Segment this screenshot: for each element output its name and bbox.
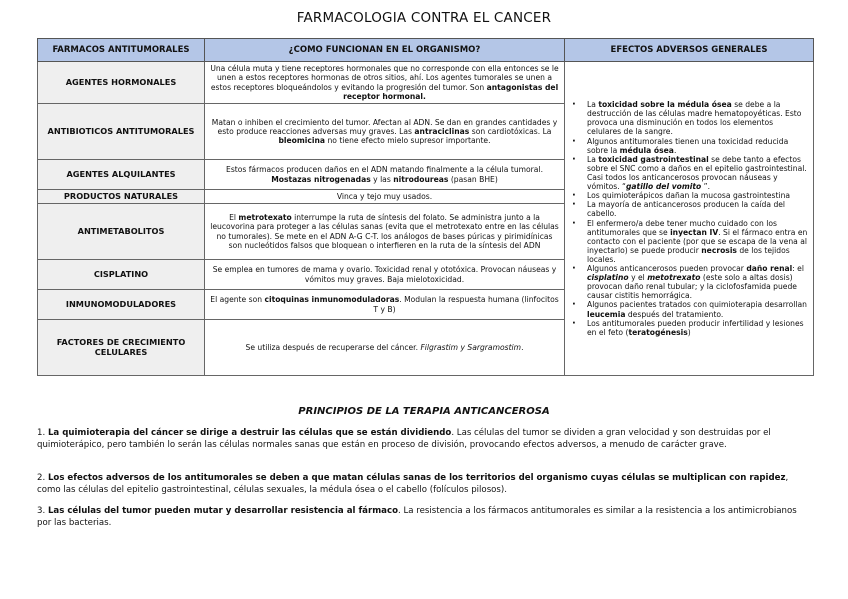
- text-segment: y el: [628, 273, 648, 283]
- text-segment: Estos fármacos producen daños en el ADN matando finalmente a la célula tumoral.: [226, 165, 543, 175]
- list-item: [587, 319, 809, 337]
- bold-text: antagonistas del receptor hormonal.: [343, 82, 559, 101]
- adverse-effects-list: [569, 100, 809, 337]
- bold-text: leucemia: [587, 309, 626, 319]
- text-segment: Los antitumorales pueden producir infertilidad y lesiones en el feto (: [587, 318, 804, 337]
- list-item: [587, 137, 809, 155]
- drug-description: [205, 204, 565, 260]
- bold-text: metotrexato: [647, 273, 701, 283]
- list-item: [587, 264, 809, 300]
- drug-name: ANTIBIOTICOS ANTITUMORALES: [38, 104, 205, 160]
- drug-description: [205, 290, 565, 320]
- drug-description: [205, 320, 565, 376]
- text-segment: Filgrastim y Sargramostim: [420, 342, 522, 352]
- text-segment: . Modulan la respuesta humana (linfocitos T y B): [373, 295, 559, 314]
- text-segment: interrumpe la ruta de síntesis del folato. Se administra junto a la leucovorina para proteger a las células sanas (evita que el metrotexato entre en las células no tumorales). Se mete en el ADN A-G C-T. los análogos de bases púricas y pirimidínicas son nucleótidos falsos que bloquean o interfieren en la ruta de la síntesis del ADN: [210, 213, 559, 250]
- drug-description: [205, 160, 565, 190]
- drugs-table: [37, 38, 814, 376]
- text-segment: , como las células del epitelio gastrointestinal, células sexuales, la médula ósea o el cabello (folículos pilosos).: [37, 473, 789, 496]
- principio-paragraph: [37, 427, 812, 452]
- drug-description: [205, 62, 565, 104]
- bold-text: gatillo del vomito: [626, 182, 702, 192]
- text-segment: de los tejidos locales.: [587, 245, 790, 264]
- page-title: FARMACOLOGIA CONTRA EL CANCER: [296, 10, 552, 26]
- list-item: [587, 300, 809, 318]
- text-segment: La: [587, 100, 599, 110]
- bold-text: nitrodoureas: [393, 174, 449, 184]
- text-segment: (este solo a altas dosis) provocan daño renal tubular; y la ciclofosfamida puede causar cistitis hemorrágica.: [587, 273, 797, 301]
- text-segment: El: [229, 213, 239, 222]
- drug-name: AGENTES ALQUILANTES: [38, 160, 205, 190]
- text-segment: se debe a la destrucción de las células madre hematopoyéticas. Esto provoca una disminución en todos los elementos celulares de la sangre.: [587, 100, 802, 137]
- text-segment: Se emplea en tumores de mama y ovario. Toxicidad renal y ototóxica. Provocan náuseas y vómitos muy graves. Baja mielotoxicidad.: [212, 265, 557, 284]
- drug-description: [205, 260, 565, 290]
- header-funcionamiento: ¿COMO FUNCIONAN EN EL ORGANISMO?: [205, 39, 565, 62]
- text-segment: 2.: [37, 473, 48, 483]
- text-segment: Matan o inhiben el crecimiento del tumor. Afectan al ADN. Se dan en grandes cantidades y esto produce reacciones adversas muy graves. Las: [211, 117, 558, 136]
- principios-title: PRINCIPIOS DE LA TERAPIA ANTICANCEROSA: [298, 406, 550, 417]
- bold-text: daño renal: [746, 264, 793, 274]
- text-segment: 3.: [37, 506, 48, 516]
- drug-description: [205, 104, 565, 160]
- text-segment: no tiene efecto mielo supresor importante.: [325, 136, 491, 146]
- text-segment: Algunos anticancerosos pueden provocar: [587, 264, 747, 274]
- principio-paragraph: [37, 472, 812, 497]
- bold-text: antraciclinas: [414, 126, 470, 136]
- table-header-row: [38, 39, 814, 62]
- text-segment: El agente son: [210, 295, 265, 305]
- drug-name: FACTORES DE CRECIMIENTO CELULARES: [38, 320, 205, 376]
- text-segment: son cardiotóxicas. La: [469, 126, 552, 136]
- drug-name: AGENTES HORMONALES: [38, 62, 205, 104]
- text-segment: .: [673, 145, 677, 155]
- text-segment: Los quimioterápicos dañan la mucosa gastrointestina: [587, 191, 791, 201]
- adverse-effects-cell: [565, 62, 814, 376]
- text-segment: ”.: [701, 182, 710, 192]
- principio-paragraph: [37, 505, 812, 530]
- text-segment: .: [521, 342, 524, 352]
- bold-text: bleomicina: [278, 136, 326, 146]
- text-segment: Algunos pacientes tratados con quimioterapia desarrollan: [587, 300, 807, 310]
- text-segment: : el: [792, 264, 804, 274]
- list-item: [587, 191, 809, 200]
- text-segment: ): [687, 327, 691, 337]
- header-efectos: EFECTOS ADVERSOS GENERALES: [565, 39, 814, 62]
- text-segment: (pasan BHE): [448, 174, 498, 184]
- text-segment: Se utiliza después de recuperarse del cáncer.: [245, 342, 421, 352]
- text-segment: después del tratamiento.: [625, 309, 724, 319]
- drug-name: PRODUCTOS NATURALES: [38, 190, 205, 204]
- bold-text: cisplatino: [587, 273, 629, 283]
- list-item: [587, 100, 809, 136]
- bold-text: necrosis: [701, 245, 737, 255]
- bold-text: inyectan IV: [670, 227, 719, 237]
- bold-text: teratogénesis: [628, 327, 688, 337]
- text-segment: Vinca y tejo muy usados.: [336, 191, 433, 201]
- bold-text: Las células del tumor pueden mutar y desarrollar resistencia al fármaco: [47, 506, 398, 516]
- text-segment: . La resistencia a los fármacos antitumorales es similar a la resistencia a los antimicrobianos por las bacterias.: [37, 506, 797, 529]
- drug-name: INMUNOMODULADORES: [38, 290, 205, 320]
- bold-text: médula ósea: [619, 145, 674, 155]
- text-segment: . Si el fármaco entra en contacto con el paciente (por que se escapa de la vena al inyectarlo) se puede producir: [587, 227, 808, 255]
- header-farmacos: FARMACOS ANTITUMORALES: [38, 39, 205, 62]
- list-item: [587, 200, 809, 218]
- bold-text: toxicidad gastrointestinal: [598, 154, 709, 164]
- text-segment: se debe tanto a efectos sobre el SNC como a daños en el epitelio gastrointestinal. Casi todos los anticancerosos provocan náuseas y vómitos. “: [587, 154, 807, 192]
- drug-name: ANTIMETABOLITOS: [38, 204, 205, 260]
- bold-text: La quimioterapia del cáncer se dirige a destruir las células que se están dividiendo: [47, 428, 452, 438]
- text-segment: y las: [370, 174, 394, 184]
- bold-text: Los efectos adversos de los antitumorales se deben a que matan células sanas de los territorios del organismo cuyas células se multiplican con rapidez: [47, 473, 786, 483]
- drug-name: CISPLATINO: [38, 260, 205, 290]
- text-segment: 1.: [37, 428, 48, 438]
- drug-description: [205, 190, 565, 204]
- bold-text: toxicidad sobre la médula ósea: [598, 100, 732, 110]
- text-segment: Algunos antitumorales tienen una toxicidad reducida sobre la: [587, 136, 789, 155]
- table-row: [38, 62, 814, 104]
- text-segment: . Las células del tumor se dividen a gran velocidad y son destruidas por el quimioterápico, pero también lo serán las células normales sanas que están en proceso de división, provocando efectos adversos, a menudo de carácter grave.: [37, 428, 771, 451]
- text-segment: Una célula muta y tiene receptores hormonales que no corresponde con ella entonces se le unen a estos receptores hormonas de otros sitios, ahí. Los agentes tumorales se unen a estos receptores bloqueándolos y evitando la progresión del tumor. Son: [210, 64, 559, 92]
- bold-text: Mostazas nitrogenadas: [271, 174, 371, 184]
- bold-text: citoquinas inmunomoduladoras: [264, 295, 400, 305]
- text-segment: La: [587, 154, 599, 164]
- list-item: [587, 219, 809, 265]
- text-segment: El enfermero/a debe tener mucho cuidado con los antitumorales que se: [587, 218, 777, 237]
- text-segment: La mayoría de anticancerosos producen la caída del cabello.: [587, 200, 786, 219]
- bold-text: metrotexato: [238, 213, 292, 222]
- list-item: [587, 155, 809, 191]
